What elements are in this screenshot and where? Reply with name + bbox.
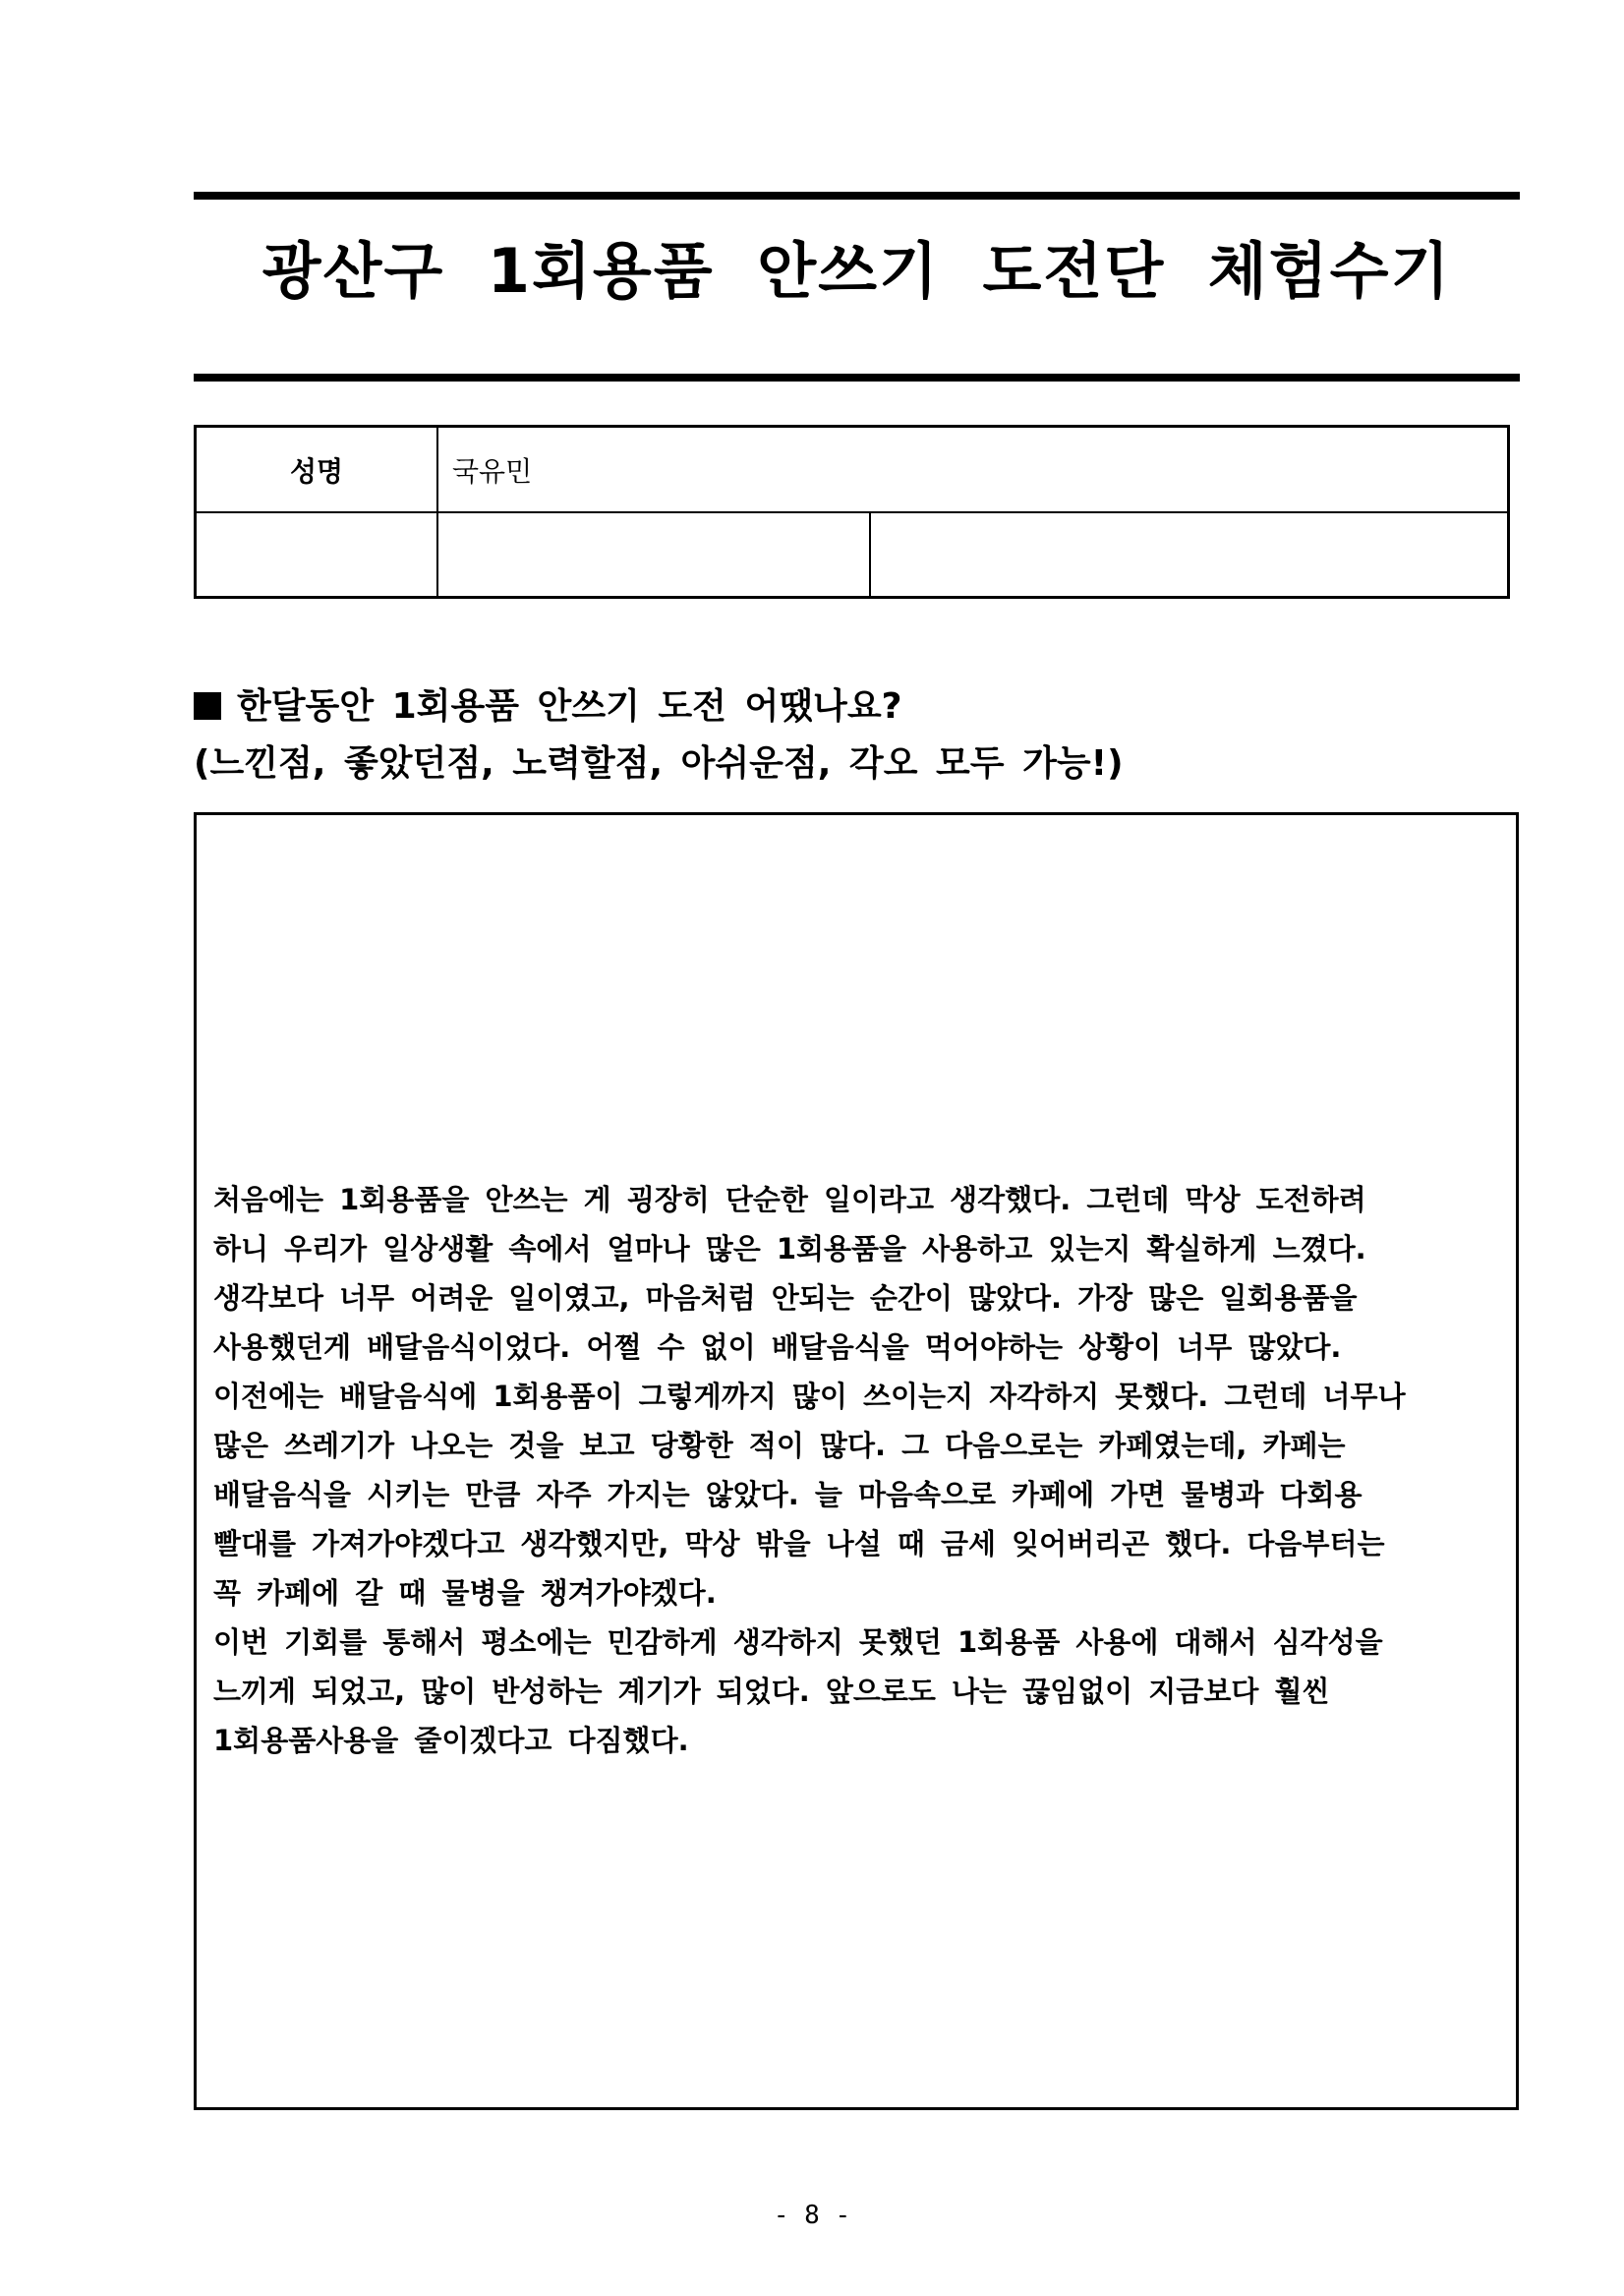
document-title: 광산구 1회용품 안쓰기 도전단 체험수기 — [261, 235, 1452, 307]
answer-text — [213, 1175, 1504, 1765]
answer-line: 이전에는 배달음식에 1회용품이 그렇게까지 많이 쓰이는지 자각하지 못했다. 그런데 너무나 — [213, 1380, 1406, 1413]
name-label: 성명 — [197, 428, 438, 511]
title-top-rule — [194, 192, 1520, 200]
blank-cell-1 — [197, 513, 438, 596]
answer-line: 1회용품사용을 줄이겠다고 다짐했다. — [213, 1724, 689, 1757]
blank-cell-2 — [438, 513, 871, 596]
question-line-2: (느낀점, 좋았던점, 노력할점, 아쉬운점, 각오 모두 가능!) — [194, 743, 1124, 784]
blank-cell-3 — [871, 513, 1507, 596]
answer-line: 하니 우리가 일상생활 속에서 얼마나 많은 1회용품을 사용하고 있는지 확실하게 느꼈다. — [213, 1232, 1366, 1266]
name-value: 국유민 — [452, 454, 533, 488]
answer-line: 처음에는 1회용품을 안쓰는 게 굉장히 단순한 일이라고 생각했다. 그런데 막상 도전하려 — [213, 1183, 1366, 1216]
answer-line: 사용했던게 배달음식이었다. 어쩔 수 없이 배달음식을 먹어야하는 상황이 너무 많았다. — [213, 1330, 1342, 1364]
question-text: 한달동안 1회용품 안쓰기 도전 어땠나요? — [237, 686, 902, 727]
answer-line: 이번 기회를 통해서 평소에는 민감하게 생각하지 못했던 1회용품 사용에 대해서 심각성을 — [213, 1625, 1383, 1659]
question-line-1 — [194, 678, 1124, 736]
title-bottom-rule — [194, 374, 1520, 382]
square-bullet-icon — [194, 692, 221, 720]
answer-line: 느끼게 되었고, 많이 반성하는 계기가 되었다. 앞으로도 나는 끊임없이 지금보다 훨씬 — [213, 1675, 1330, 1708]
info-table — [194, 425, 1510, 599]
answer-box — [194, 812, 1519, 2110]
answer-line: 꼭 카페에 갈 때 물병을 챙겨가야겠다. — [213, 1576, 717, 1610]
answer-line: 배달음식을 시키는 만큼 자주 가지는 않았다. 늘 마음속으로 카페에 가면 물병과 다회용 — [213, 1478, 1363, 1511]
answer-line: 생각보다 너무 어려운 일이였고, 마음처럼 안되는 순간이 많았다. 가장 많은 일회용품을 — [213, 1281, 1358, 1315]
question-heading — [194, 678, 1124, 793]
answer-line: 빨대를 가져가야겠다고 생각했지만, 막상 밖을 나설 때 금세 잊어버리곤 했다. 다음부터는 — [213, 1527, 1385, 1560]
info-row-name — [197, 428, 1507, 513]
info-row-blank — [197, 513, 1507, 596]
page-number: - 8 - — [773, 2201, 851, 2230]
answer-line: 많은 쓰레기가 나오는 것을 보고 당황한 적이 많다. 그 다음으로는 카페였는데, 카페는 — [213, 1429, 1346, 1462]
